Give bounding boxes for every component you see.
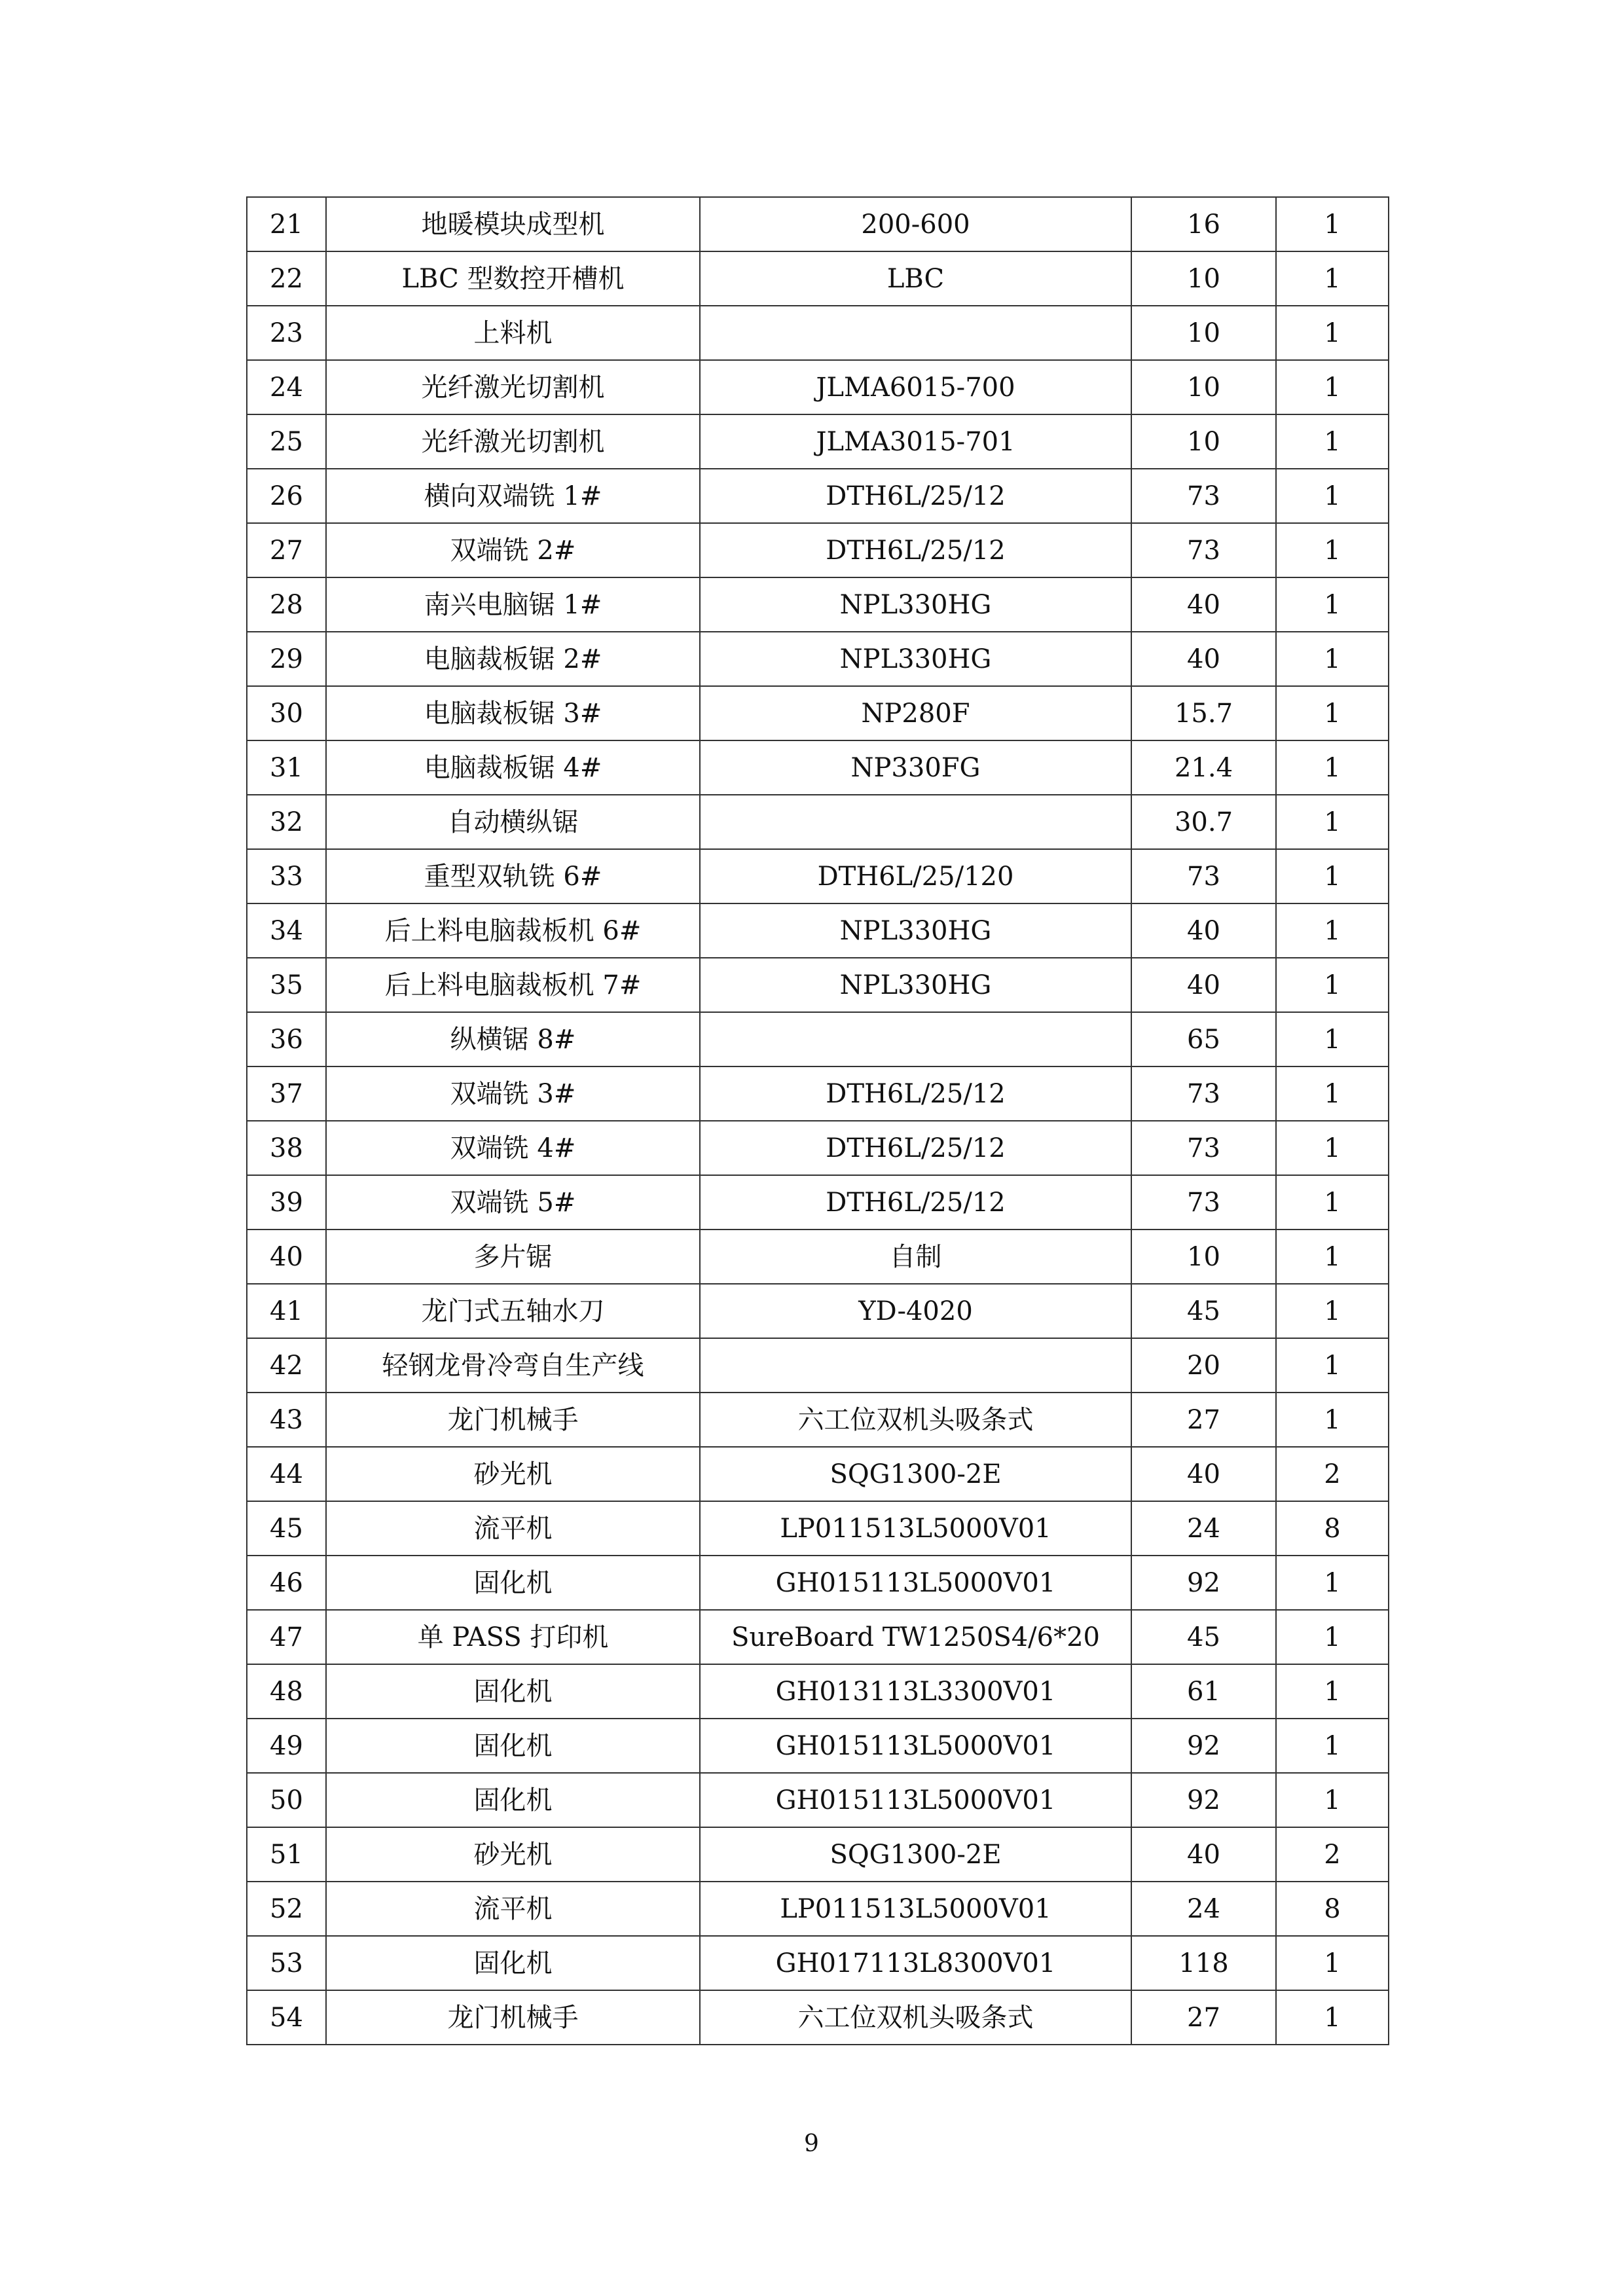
table-row [247,1284,1389,1338]
quantity-cell: 8 [1276,1882,1389,1936]
equipment-name-cell: 固化机 [326,1719,700,1773]
quantity-cell: 1 [1276,795,1389,849]
table-row [247,1012,1389,1066]
table-row [247,1393,1389,1447]
quantity-cell: 1 [1276,1556,1389,1610]
equipment-name-cell: 光纤激光切割机 [326,360,700,414]
model-cell: DTH6L/25/12 [700,469,1131,523]
power-cell: 20 [1131,1338,1276,1393]
table-row [247,849,1389,903]
quantity-cell: 1 [1276,360,1389,414]
equipment-name-cell: 单 PASS 打印机 [326,1610,700,1664]
quantity-cell: 2 [1276,1827,1389,1882]
equipment-name-cell: 地暖模块成型机 [326,197,700,251]
model-cell: GH015113L5000V01 [700,1773,1131,1827]
table-body [247,197,1389,2045]
row-number-cell: 27 [247,523,326,577]
power-cell: 118 [1131,1936,1276,1990]
power-cell: 27 [1131,1990,1276,2045]
table-row [247,197,1389,251]
row-number-cell: 45 [247,1501,326,1556]
equipment-name-cell: 自动横纵锯 [326,795,700,849]
equipment-name-cell: 固化机 [326,1664,700,1719]
model-cell: NPL330HG [700,958,1131,1012]
table-row [247,1610,1389,1664]
equipment-name-cell: 上料机 [326,306,700,360]
equipment-name-cell: 砂光机 [326,1827,700,1882]
equipment-name-cell: 双端铣 3# [326,1066,700,1121]
table-row [247,1882,1389,1936]
model-cell: LP011513L5000V01 [700,1882,1131,1936]
quantity-cell: 1 [1276,1066,1389,1121]
table-row [247,1719,1389,1773]
table-row [247,1230,1389,1284]
row-number-cell: 29 [247,632,326,686]
quantity-cell: 1 [1276,1012,1389,1066]
quantity-cell: 1 [1276,903,1389,958]
row-number-cell: 38 [247,1121,326,1175]
row-number-cell: 23 [247,306,326,360]
equipment-name-cell: 固化机 [326,1556,700,1610]
quantity-cell: 1 [1276,306,1389,360]
equipment-name-cell: 双端铣 5# [326,1175,700,1230]
model-cell: NPL330HG [700,577,1131,632]
model-cell: DTH6L/25/12 [700,1121,1131,1175]
power-cell: 73 [1131,1121,1276,1175]
model-cell: NP280F [700,686,1131,740]
table-row [247,740,1389,795]
equipment-name-cell: 砂光机 [326,1447,700,1501]
quantity-cell: 1 [1276,251,1389,306]
model-cell: DTH6L/25/12 [700,523,1131,577]
equipment-name-cell: 固化机 [326,1936,700,1990]
power-cell: 10 [1131,251,1276,306]
power-cell: 10 [1131,414,1276,469]
power-cell: 10 [1131,360,1276,414]
table-row [247,577,1389,632]
equipment-name-cell: 纵横锯 8# [326,1012,700,1066]
power-cell: 21.4 [1131,740,1276,795]
row-number-cell: 33 [247,849,326,903]
row-number-cell: 36 [247,1012,326,1066]
table-row [247,523,1389,577]
model-cell: DTH6L/25/12 [700,1066,1131,1121]
power-cell: 10 [1131,1230,1276,1284]
quantity-cell: 1 [1276,577,1389,632]
row-number-cell: 34 [247,903,326,958]
model-cell: SQG1300-2E [700,1827,1131,1882]
equipment-name-cell: 轻钢龙骨冷弯自生产线 [326,1338,700,1393]
model-cell: LBC [700,251,1131,306]
model-cell: GH013113L3300V01 [700,1664,1131,1719]
quantity-cell: 1 [1276,469,1389,523]
row-number-cell: 48 [247,1664,326,1719]
quantity-cell: 1 [1276,414,1389,469]
power-cell: 45 [1131,1610,1276,1664]
quantity-cell: 1 [1276,1664,1389,1719]
power-cell: 92 [1131,1556,1276,1610]
row-number-cell: 39 [247,1175,326,1230]
equipment-name-cell: 多片锯 [326,1230,700,1284]
table-row [247,795,1389,849]
power-cell: 61 [1131,1664,1276,1719]
quantity-cell: 1 [1276,1230,1389,1284]
equipment-name-cell: 龙门机械手 [326,1990,700,2045]
power-cell: 73 [1131,1066,1276,1121]
model-cell: LP011513L5000V01 [700,1501,1131,1556]
equipment-name-cell: 南兴电脑锯 1# [326,577,700,632]
power-cell: 40 [1131,1447,1276,1501]
power-cell: 30.7 [1131,795,1276,849]
power-cell: 92 [1131,1719,1276,1773]
quantity-cell: 1 [1276,1719,1389,1773]
quantity-cell: 1 [1276,1610,1389,1664]
equipment-name-cell: 流平机 [326,1501,700,1556]
table-row [247,632,1389,686]
quantity-cell: 1 [1276,1393,1389,1447]
row-number-cell: 28 [247,577,326,632]
quantity-cell: 8 [1276,1501,1389,1556]
equipment-name-cell: 横向双端铣 1# [326,469,700,523]
power-cell: 73 [1131,523,1276,577]
row-number-cell: 21 [247,197,326,251]
power-cell: 15.7 [1131,686,1276,740]
power-cell: 45 [1131,1284,1276,1338]
table-row [247,1121,1389,1175]
page-number: 9 [804,2130,819,2157]
row-number-cell: 53 [247,1936,326,1990]
power-cell: 40 [1131,958,1276,1012]
quantity-cell: 1 [1276,958,1389,1012]
model-cell: NP330FG [700,740,1131,795]
quantity-cell: 1 [1276,523,1389,577]
equipment-name-cell: 双端铣 2# [326,523,700,577]
model-cell [700,795,1131,849]
model-cell: 六工位双机头吸条式 [700,1990,1131,2045]
table-row [247,360,1389,414]
model-cell: GH015113L5000V01 [700,1719,1131,1773]
equipment-name-cell: 电脑裁板锯 2# [326,632,700,686]
equipment-name-cell: 流平机 [326,1882,700,1936]
quantity-cell: 1 [1276,686,1389,740]
model-cell: DTH6L/25/120 [700,849,1131,903]
model-cell: 六工位双机头吸条式 [700,1393,1131,1447]
table-row [247,469,1389,523]
table-row [247,1664,1389,1719]
power-cell: 16 [1131,197,1276,251]
power-cell: 10 [1131,306,1276,360]
quantity-cell: 1 [1276,197,1389,251]
row-number-cell: 54 [247,1990,326,2045]
table-row [247,414,1389,469]
equipment-name-cell: 光纤激光切割机 [326,414,700,469]
row-number-cell: 42 [247,1338,326,1393]
equipment-name-cell: 电脑裁板锯 3# [326,686,700,740]
model-cell: YD-4020 [700,1284,1131,1338]
power-cell: 24 [1131,1501,1276,1556]
row-number-cell: 35 [247,958,326,1012]
power-cell: 92 [1131,1773,1276,1827]
equipment-table [246,196,1389,2045]
row-number-cell: 32 [247,795,326,849]
quantity-cell: 1 [1276,1338,1389,1393]
power-cell: 40 [1131,577,1276,632]
model-cell: NPL330HG [700,903,1131,958]
quantity-cell: 2 [1276,1447,1389,1501]
equipment-name-cell: 重型双轨铣 6# [326,849,700,903]
table-row [247,1175,1389,1230]
model-cell: GH017113L8300V01 [700,1936,1131,1990]
equipment-name-cell: 龙门机械手 [326,1393,700,1447]
equipment-name-cell: 电脑裁板锯 4# [326,740,700,795]
quantity-cell: 1 [1276,1773,1389,1827]
table-row [247,903,1389,958]
row-number-cell: 51 [247,1827,326,1882]
table-row [247,1338,1389,1393]
quantity-cell: 1 [1276,632,1389,686]
power-cell: 40 [1131,1827,1276,1882]
quantity-cell: 1 [1276,1284,1389,1338]
table-row [247,1556,1389,1610]
model-cell: JLMA3015-701 [700,414,1131,469]
row-number-cell: 44 [247,1447,326,1501]
row-number-cell: 31 [247,740,326,795]
model-cell: JLMA6015-700 [700,360,1131,414]
row-number-cell: 46 [247,1556,326,1610]
equipment-name-cell: 后上料电脑裁板机 6# [326,903,700,958]
table-row [247,1936,1389,1990]
row-number-cell: 24 [247,360,326,414]
table-row [247,1773,1389,1827]
quantity-cell: 1 [1276,1121,1389,1175]
table-row [247,686,1389,740]
row-number-cell: 26 [247,469,326,523]
model-cell [700,306,1131,360]
equipment-name-cell: LBC 型数控开槽机 [326,251,700,306]
table-row [247,1501,1389,1556]
table-row [247,958,1389,1012]
quantity-cell: 1 [1276,1990,1389,2045]
row-number-cell: 47 [247,1610,326,1664]
row-number-cell: 37 [247,1066,326,1121]
row-number-cell: 49 [247,1719,326,1773]
quantity-cell: 1 [1276,1936,1389,1990]
model-cell: SQG1300-2E [700,1447,1131,1501]
row-number-cell: 52 [247,1882,326,1936]
row-number-cell: 50 [247,1773,326,1827]
model-cell: GH015113L5000V01 [700,1556,1131,1610]
power-cell: 73 [1131,1175,1276,1230]
table-row [247,1447,1389,1501]
power-cell: 73 [1131,469,1276,523]
table-row [247,251,1389,306]
quantity-cell: 1 [1276,849,1389,903]
table-row [247,1990,1389,2045]
row-number-cell: 40 [247,1230,326,1284]
row-number-cell: 43 [247,1393,326,1447]
table-row [247,1066,1389,1121]
row-number-cell: 30 [247,686,326,740]
table-row [247,1827,1389,1882]
table-row [247,306,1389,360]
row-number-cell: 41 [247,1284,326,1338]
equipment-name-cell: 后上料电脑裁板机 7# [326,958,700,1012]
power-cell: 27 [1131,1393,1276,1447]
power-cell: 73 [1131,849,1276,903]
equipment-name-cell: 固化机 [326,1773,700,1827]
model-cell: 自制 [700,1230,1131,1284]
power-cell: 40 [1131,903,1276,958]
power-cell: 24 [1131,1882,1276,1936]
equipment-name-cell: 双端铣 4# [326,1121,700,1175]
equipment-name-cell: 龙门式五轴水刀 [326,1284,700,1338]
row-number-cell: 22 [247,251,326,306]
power-cell: 40 [1131,632,1276,686]
model-cell: NPL330HG [700,632,1131,686]
model-cell: SureBoard TW1250S4/6*20 [700,1610,1131,1664]
model-cell [700,1338,1131,1393]
quantity-cell: 1 [1276,1175,1389,1230]
model-cell: DTH6L/25/12 [700,1175,1131,1230]
quantity-cell: 1 [1276,740,1389,795]
model-cell [700,1012,1131,1066]
power-cell: 65 [1131,1012,1276,1066]
model-cell: 200-600 [700,197,1131,251]
row-number-cell: 25 [247,414,326,469]
